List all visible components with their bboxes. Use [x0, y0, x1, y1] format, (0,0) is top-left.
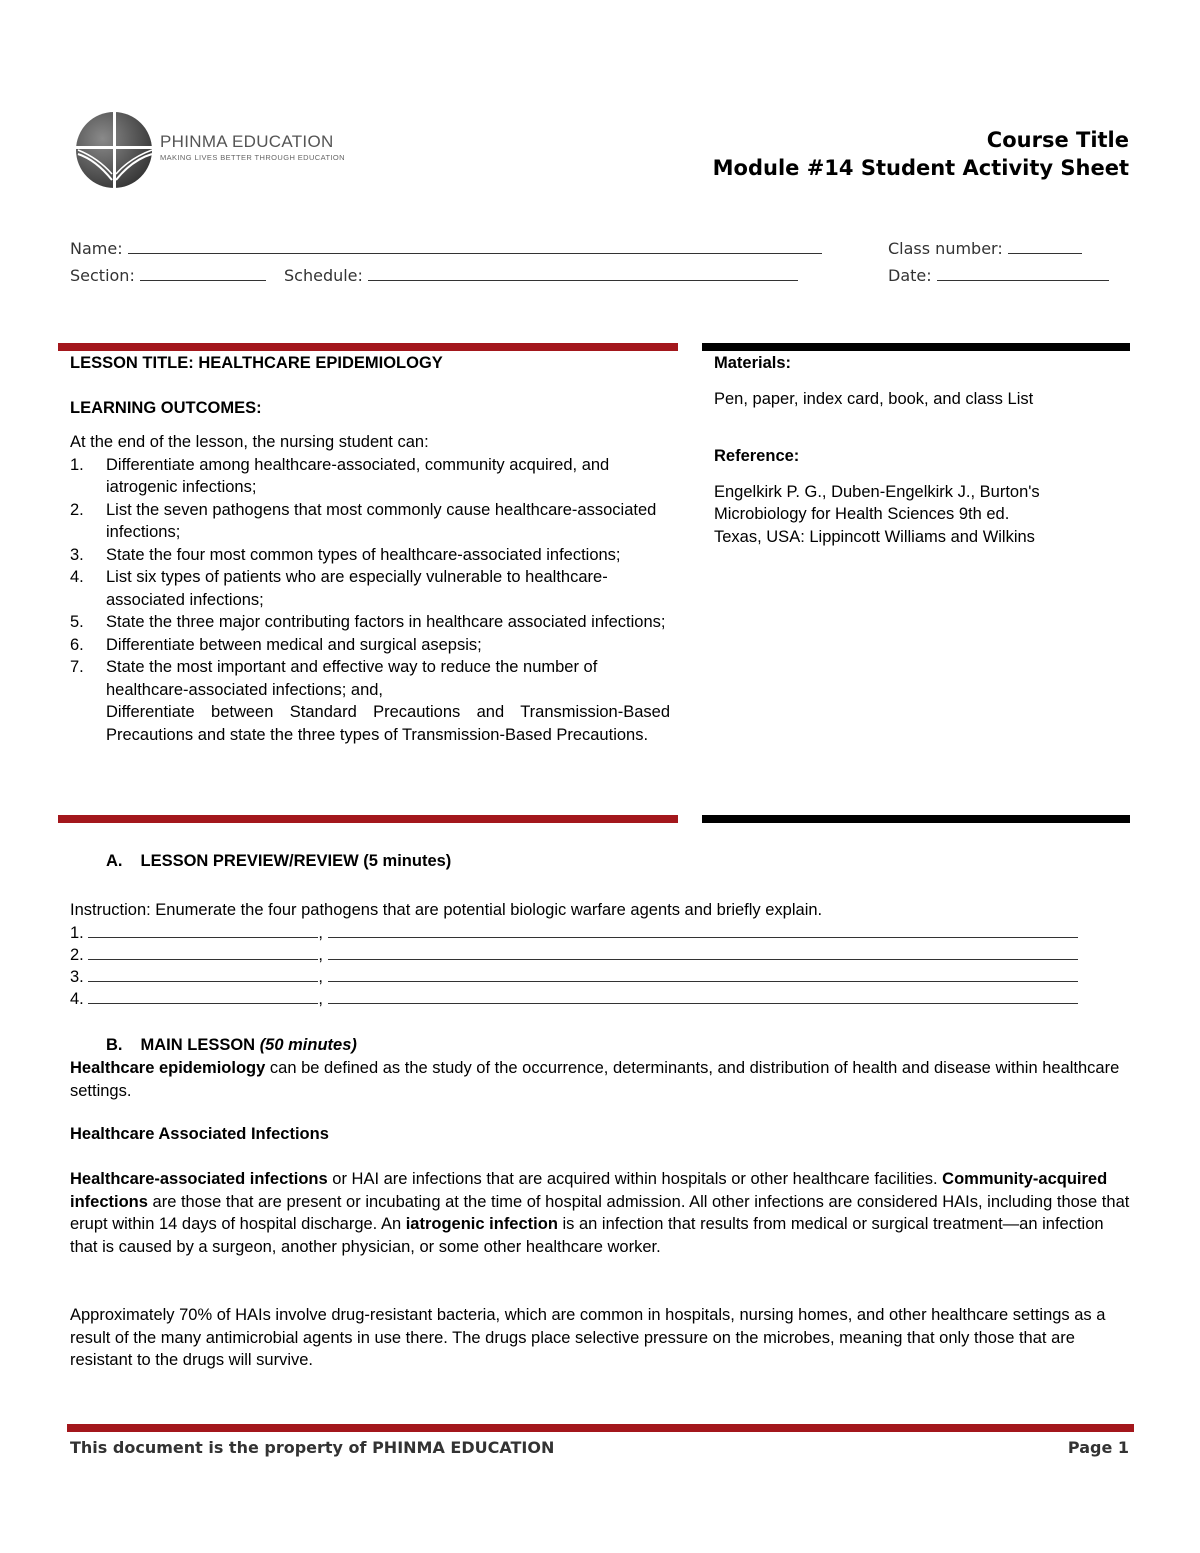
answer-explanation-field[interactable] — [328, 945, 1078, 960]
answer-pathogen-field[interactable] — [88, 967, 318, 982]
section-row — [70, 266, 266, 285]
list-item: 4. List six types of patients who are especially vulnerable to healthcare-associated infections; — [70, 568, 608, 609]
date-row — [888, 266, 1109, 285]
class-number-field[interactable] — [1008, 239, 1082, 254]
materials-top-bar — [702, 343, 1130, 351]
section-field[interactable] — [140, 266, 266, 281]
answer-line-4: 4. , — [70, 988, 1090, 1011]
reference-line: Microbiology for Health Sciences 9th ed. — [714, 505, 1010, 523]
logo-name: PHINMA EDUCATION — [160, 132, 334, 151]
date-label: Date: — [888, 266, 932, 285]
list-item: 6. Differentiate between medical and surgical asepsis; — [70, 635, 482, 654]
name-label: Name: — [70, 239, 123, 258]
class-number-label: Class number: — [888, 239, 1003, 258]
section-label: Section: — [70, 266, 135, 285]
lesson-top-bar — [58, 343, 678, 351]
answer-explanation-field[interactable] — [328, 967, 1078, 982]
logo-tagline: MAKING LIVES BETTER THROUGH EDUCATION — [160, 153, 345, 162]
schedule-field[interactable] — [368, 266, 798, 281]
materials-box — [714, 352, 1134, 548]
date-field[interactable] — [937, 266, 1109, 281]
course-title: Course Title — [986, 128, 1129, 152]
section-b-heading: B. MAIN LESSON (50 minutes) — [106, 1036, 357, 1054]
reference-line: Engelkirk P. G., Duben-Engelkirk J., Burton's — [714, 482, 1040, 501]
phinma-logo — [72, 110, 342, 194]
answer-explanation-field[interactable] — [328, 989, 1078, 1004]
list-item: 7. State the most important and effective way to reduce the number of healthcare-associated infections; and, — [70, 658, 598, 699]
reference-line: Texas, USA: Lippincott Williams and Wilkins — [714, 527, 1035, 546]
lesson-title: LESSON TITLE: HEALTHCARE EPIDEMIOLOGY — [70, 354, 443, 372]
answer-line-2: 2. , — [70, 944, 1090, 967]
answer-pathogen-field[interactable] — [88, 989, 318, 1004]
outcomes-intro: At the end of the lesson, the nursing student can: — [70, 433, 429, 451]
lesson-bottom-bar — [58, 815, 678, 823]
section-a-heading: A. LESSON PREVIEW/REVIEW (5 minutes) — [106, 852, 452, 870]
class-number-row — [888, 239, 1082, 258]
schedule-label: Schedule: — [284, 266, 363, 285]
answer-pathogen-field[interactable] — [88, 945, 318, 960]
paragraph-definition: Healthcare epidemiology can be defined as the study of the occurrence, determinants, and distribution of health and disease within healthcare settings. — [70, 1059, 1120, 1100]
extra-outcome: Differentiate between Standard Precautions and Transmission-Based Precautions and state the three types of Transmission-Based Precautions. — [106, 703, 670, 744]
name-row — [70, 239, 822, 258]
list-item: 5. State the three major contributing factors in healthcare associated infections; — [70, 613, 666, 631]
list-item: 1. Differentiate among healthcare-associated, community acquired, and iatrogenic infections; — [70, 455, 610, 496]
answer-line-1: 1. , — [70, 922, 1090, 945]
list-item: 3. State the four most common types of healthcare-associated infections; — [70, 545, 621, 564]
schedule-row — [284, 266, 798, 285]
materials-text: Pen, paper, index card, book, and class List — [714, 389, 1034, 408]
lesson-box — [70, 352, 670, 746]
section-a-instruction: Instruction: Enumerate the four pathogens that are potential biologic warfare agents and briefly explain. — [70, 901, 823, 919]
page-number: Page 1 — [1067, 1438, 1129, 1457]
answer-pathogen-field[interactable] — [88, 923, 318, 938]
footer-property: This document is the property of PHINMA EDUCATION — [70, 1438, 555, 1457]
answer-line-3: 3. , — [70, 966, 1090, 989]
hai-subheading: Healthcare Associated Infections — [70, 1125, 329, 1143]
module-title: Module #14 Student Activity Sheet — [712, 156, 1129, 180]
answer-explanation-field[interactable] — [328, 923, 1078, 938]
materials-bottom-bar — [702, 815, 1130, 823]
name-field[interactable] — [128, 239, 822, 254]
footer-bar — [67, 1424, 1134, 1432]
learning-outcomes-heading: LEARNING OUTCOMES: — [70, 398, 262, 417]
paragraph-hai: Healthcare-associated infections or HAI are infections that are acquired within hospitals or other healthcare facilities. Community-acquired infections are those that are present or incubating at the time of hospital admission. All other infections are considered HAIs, including those that erupt within 14 days of hospital discharge. An iatrogenic infection is an infection that results from medical or surgical treatment—an infection that is caused by a surgeon, another physician, or some other healthcare worker. — [70, 1170, 1130, 1256]
materials-heading: Materials: — [714, 354, 792, 372]
reference-heading: Reference: — [714, 447, 800, 465]
outcomes-list — [70, 454, 670, 702]
paragraph-drug-resistance: Approximately 70% of HAIs involve drug-resistant bacteria, which are common in hospitals, nursing homes, and other healthcare settings as a result of the many antimicrobial agents in use there. The drugs place selective pressure on the microbes, meaning that only those that are resistant to the drugs will survive. — [70, 1306, 1106, 1369]
list-item: 2. List the seven pathogens that most commonly cause healthcare-associated infections; — [70, 500, 657, 541]
